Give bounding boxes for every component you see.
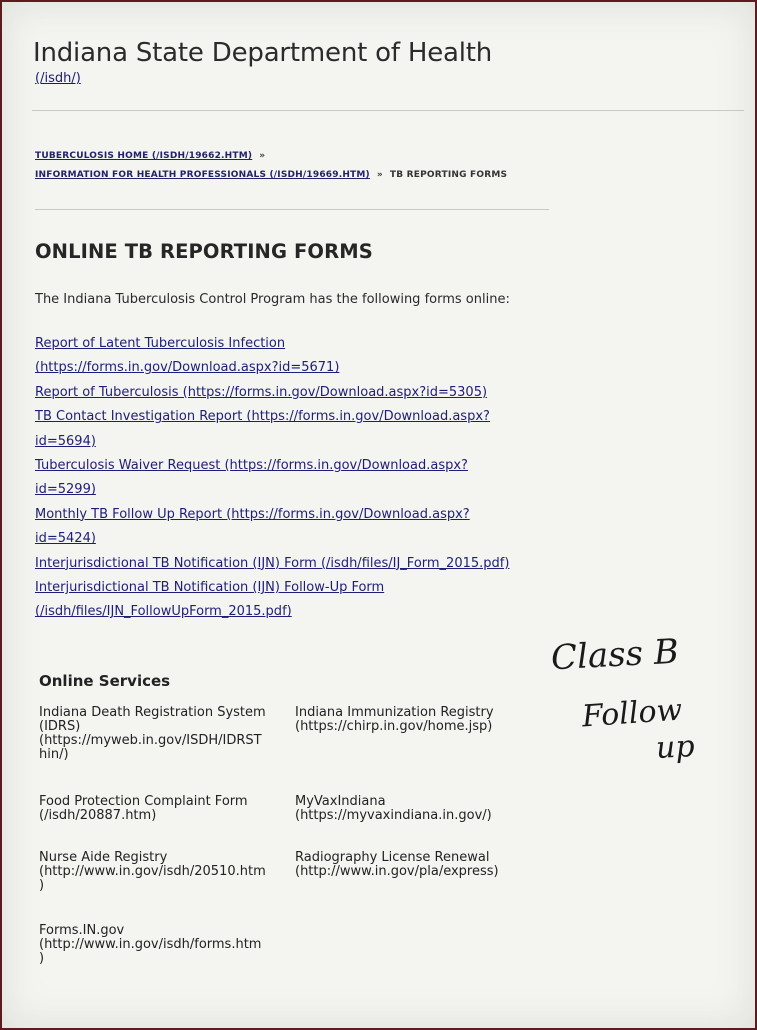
service-url: (https://myvaxindiana.in.gov/) bbox=[295, 808, 492, 823]
service-forms-in-gov[interactable] bbox=[39, 924, 289, 966]
form-link-ijn-followup[interactable]: Interjurisdictional TB Notification (IJN) Follow-Up Form bbox=[35, 580, 385, 596]
intro-text: The Indiana Tuberculosis Control Program has the following forms online: bbox=[35, 292, 510, 307]
breadcrumb-tuberculosis-home[interactable]: TUBERCULOSIS HOME (/ISDH/19662.HTM) bbox=[35, 151, 253, 161]
form-link-ijn-followup-url[interactable]: (/isdh/files/IJN_FollowUpForm_2015.pdf) bbox=[35, 604, 292, 620]
service-name: Indiana Immunization Registry bbox=[295, 705, 494, 720]
service-url: (http://www.in.gov/isdh/forms.htm bbox=[39, 937, 262, 952]
form-link-monthly-id[interactable]: id=5424) bbox=[35, 531, 96, 547]
form-link-ijn[interactable]: Interjurisdictional TB Notification (IJN) Form (/isdh/files/IJ_Form_2015.pdf) bbox=[35, 555, 510, 571]
service-url: (http://www.in.gov/isdh/20510.htm bbox=[39, 864, 266, 879]
service-name: Nurse Aide Registry bbox=[39, 850, 168, 865]
site-home-link[interactable]: (/isdh/) bbox=[35, 71, 81, 86]
service-url: ) bbox=[39, 878, 45, 893]
breadcrumb-separator: » bbox=[376, 170, 383, 180]
form-link-contact-id[interactable]: id=5694) bbox=[35, 433, 96, 449]
document-page bbox=[2, 2, 755, 1028]
service-food-protection[interactable] bbox=[39, 795, 289, 823]
handwritten-note-follow: Follow bbox=[580, 692, 684, 735]
service-url: ) bbox=[39, 951, 45, 966]
breadcrumb-separator: » bbox=[259, 151, 266, 161]
service-name: MyVaxIndiana bbox=[295, 794, 386, 809]
handwritten-note-class-b: Class B bbox=[550, 631, 680, 679]
form-link-waiver-id[interactable]: id=5299) bbox=[35, 482, 96, 498]
breadcrumb-health-professionals[interactable]: INFORMATION FOR HEALTH PROFESSIONALS (/ISDH/19669.HTM) bbox=[35, 170, 370, 180]
service-radiography[interactable] bbox=[295, 851, 545, 879]
service-url: hin/) bbox=[39, 747, 69, 762]
service-nurse-aide[interactable] bbox=[39, 851, 289, 893]
breadcrumb-row-1 bbox=[35, 151, 272, 161]
service-name: Indiana Death Registration System bbox=[39, 705, 266, 720]
breadcrumb-divider bbox=[35, 209, 549, 210]
form-link-latent[interactable]: Report of Latent Tuberculosis Infection bbox=[35, 336, 286, 351]
service-url: (https://myweb.in.gov/ISDH/IDRST bbox=[39, 733, 262, 748]
breadcrumb-current: TB REPORTING FORMS bbox=[389, 170, 508, 180]
form-link-contact[interactable]: TB Contact Investigation Report (https://forms.in.gov/Download.aspx? bbox=[35, 409, 490, 425]
service-name: Forms.IN.gov bbox=[39, 923, 125, 938]
service-immunization[interactable] bbox=[295, 706, 545, 734]
breadcrumb-row-2 bbox=[35, 170, 507, 180]
form-link-monthly[interactable]: Monthly TB Follow Up Report (https://forms.in.gov/Download.aspx? bbox=[35, 506, 470, 522]
service-url: (/isdh/20887.htm) bbox=[39, 808, 157, 823]
forms-list bbox=[35, 332, 565, 625]
service-myvax[interactable] bbox=[295, 795, 545, 823]
form-link-latent-url[interactable]: (https://forms.in.gov/Download.aspx?id=5671) bbox=[35, 360, 340, 376]
form-link-report[interactable]: Report of Tuberculosis (https://forms.in.gov/Download.aspx?id=5305) bbox=[35, 384, 488, 400]
online-services-heading: Online Services bbox=[39, 672, 171, 690]
service-detail: (IDRS) bbox=[39, 719, 81, 734]
service-name: Radiography License Renewal bbox=[295, 850, 490, 865]
service-url: (http://www.in.gov/pla/express) bbox=[295, 864, 499, 879]
site-title: Indiana State Department of Health bbox=[33, 38, 493, 68]
page-title: ONLINE TB REPORTING FORMS bbox=[35, 240, 373, 263]
handwritten-note-up: up bbox=[655, 729, 696, 766]
service-idrs[interactable] bbox=[39, 706, 289, 762]
form-link-waiver[interactable]: Tuberculosis Waiver Request (https://forms.in.gov/Download.aspx? bbox=[35, 458, 468, 474]
service-url: (https://chirp.in.gov/home.jsp) bbox=[295, 719, 493, 734]
header-divider bbox=[32, 110, 744, 111]
service-name: Food Protection Complaint Form bbox=[39, 794, 248, 809]
